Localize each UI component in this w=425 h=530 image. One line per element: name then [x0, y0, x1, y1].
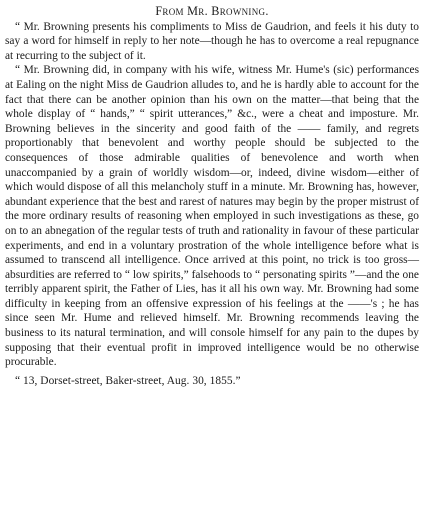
article-signoff: “ 13, Dorset-street, Baker-street, Aug. 30, 1855.”: [15, 374, 241, 387]
article-heading: From Mr. Browning.: [155, 4, 269, 18]
article-paragraph: “ Mr. Browning presents his compliments to Miss de Gaudrion, and feels it his duty to say a word for himself in reply to her note—though he has to overcome a real repugnance at recurring to the subject of it.: [5, 20, 419, 62]
article-paragraph: “ Mr. Browning did, in company with his wife, witness Mr. Hume's (sic) performances at Ealing on the night Miss de Gaudrion alludes to, and he is hardly able to account for the fact that there can be another opinion than his own on the matter—that being that the whole display of “ hands,” “ spirit utterances,” &c., were a cheat and imposture. Mr. Browning believes in the sincerity and good faith of the —— family, and regrets proportionably that benevolent and worthy people should be subjected to the consequences of those admirable qualities of benevolence and worth when unaccompanied by a grain of worldly wisdom—or, indeed, divine wisdom—either of which would dispose of all this melancholy stuff in a minute. Mr. Browning has, however, abundant experience that the best and rarest of natures may begin by the proper mistrust of the more ordinary results of reasoning when employed in such investigations as these, go on to an abnegation of the regular tests of truth and rationality in favour of these particular experiments, and end in a voluntary prostration of the whole intelligence before what is assumed to transcend all intelligence. Once arrived at this point, no trick is too gross—absurdities are referred to “ low spirits,” falsehoods to “ personating spirits ”—and the one terribly apparent spirit, the Father of Lies, has it all his own way. Mr. Browning had some difficulty in keeping from an offensive expression of his feelings at the ——'s ; he has since seen Mr. Hume and relieved himself. Mr. Browning recommends leaving the business to its natural termination, and will console himself for any pain to the dupes by supposing that their eventual profit in improved intelligence would be no otherwise procurable.: [5, 64, 419, 369]
